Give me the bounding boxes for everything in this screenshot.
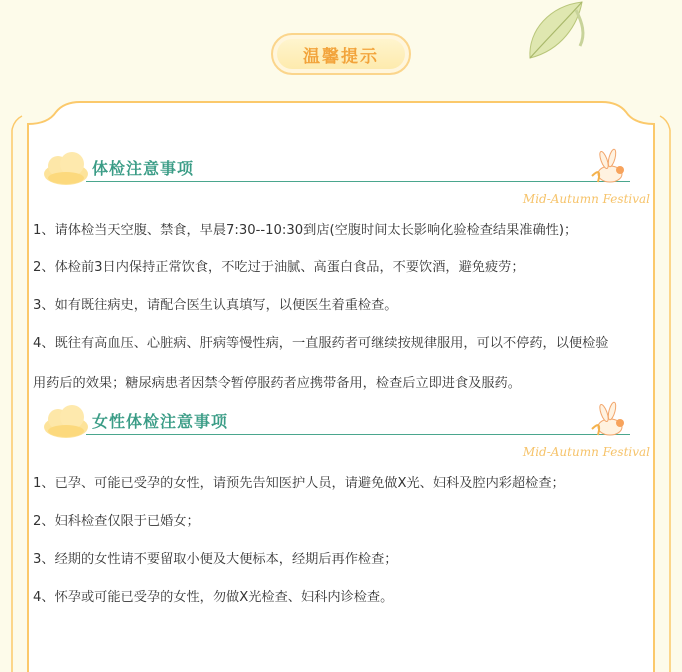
rabbit-icon (588, 146, 634, 186)
section-title: 女性体检注意事项 (92, 412, 229, 431)
section-header-checkup (42, 150, 638, 190)
list-item: 3、经期的女性请不要留取小便及大便标本，经期后再作检查； (33, 552, 398, 567)
list-item: 2、妇科检查仅限于已婚女； (33, 514, 200, 529)
list-item: 1、请体检当天空腹、禁食，早晨7:30--10:30到店(空腹时间太长影响化验检查结果准确性)； (33, 223, 578, 238)
festival-caption: Mid-Autumn Festival (522, 192, 650, 206)
list-item: 1、已孕、可能已受孕的女性，请预先告知医护人员，请避免做X光、妇科及腔内彩超检查； (33, 476, 565, 491)
section-title: 体检注意事项 (92, 159, 195, 178)
list-item: 4、怀孕或可能已受孕的女性，勿做X光检查、妇科内诊检查。 (33, 590, 394, 605)
section-header-women (42, 403, 638, 443)
list-item: 3、如有既往病史，请配合医生认真填写，以便医生着重检查。 (33, 298, 398, 313)
section-divider (86, 434, 630, 435)
section-divider (86, 181, 630, 182)
tips-banner-title: 温馨提示 (303, 46, 379, 67)
list-item: 4、既往有高血压、心脏病、肝病等慢性病，一直服药者可继续按规律服用，可以不停药，以便检验 (33, 336, 609, 351)
rabbit-icon (588, 399, 634, 439)
cloud-icon (42, 150, 90, 186)
list-item: 2、体检前3日内保持正常饮食，不吃过于油腻、高蛋白食品，不要饮酒，避免疲劳； (33, 260, 525, 275)
festival-caption: Mid-Autumn Festival (522, 445, 650, 459)
cloud-icon (42, 403, 90, 439)
list-item: 用药后的效果；糖尿病患者因禁令暂停服药者应携带备用，检查后立即进食及服药。 (33, 376, 521, 391)
